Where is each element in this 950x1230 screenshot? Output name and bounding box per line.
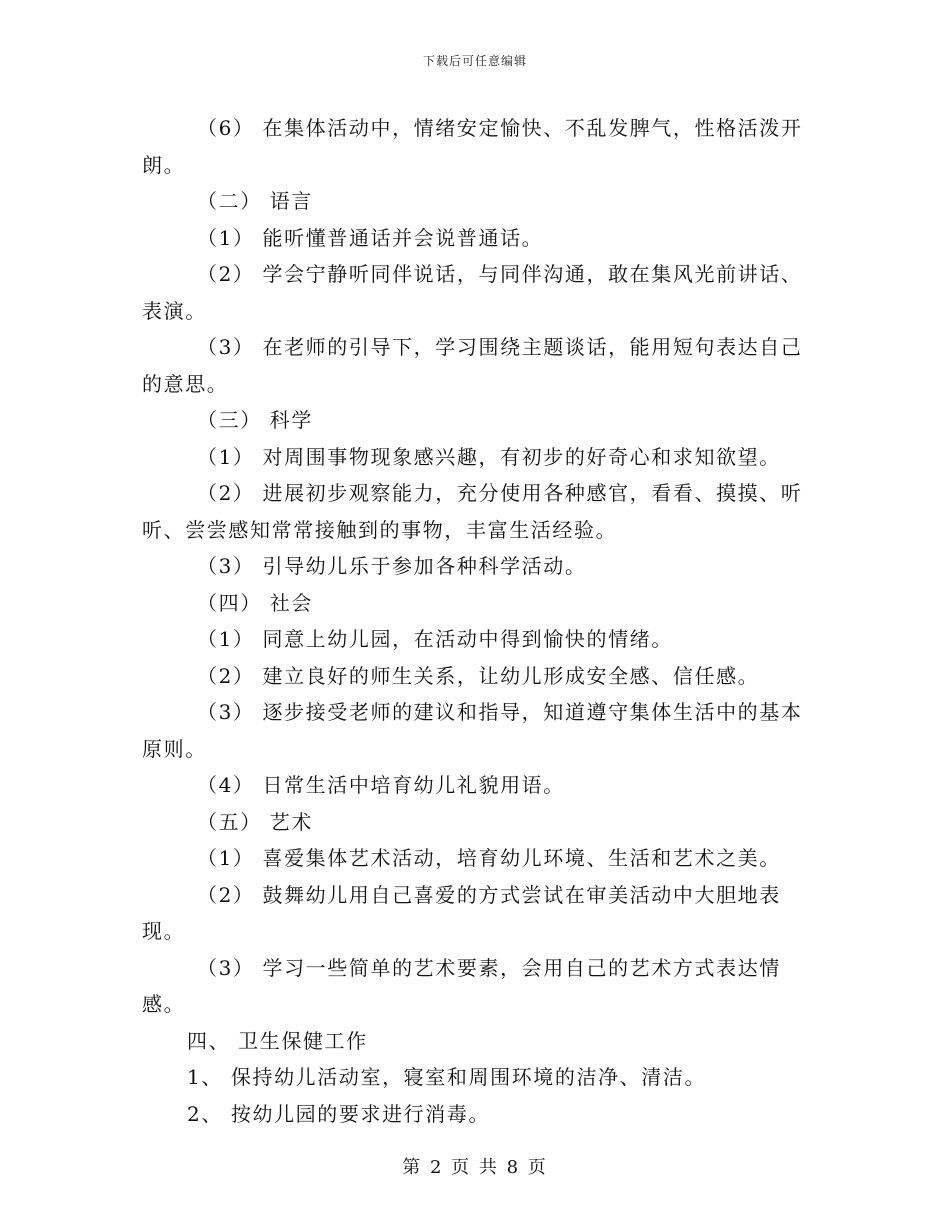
paragraph: （3） 学习一些简单的艺术要素，会用自己的艺术方式表达情感。 (142, 955, 781, 1016)
paragraph: （6） 在集体活动中，情绪安定愉快、不乱发脾气，性格活泼开朗。 (142, 116, 803, 177)
paragraph: （2） 进展初步观察能力，充分使用各种感官，看看、摸摸、听听、尝尝感知常常接触到的事物，丰富生活经验。 (142, 481, 803, 542)
paragraph: （4） 日常生活中培育幼儿礼貌用语。 (197, 773, 565, 797)
paragraph: （1） 喜爱集体艺术活动，培育幼儿环境、生活和艺术之美。 (197, 846, 781, 870)
page-header: 下载后可任意编辑 (422, 54, 527, 68)
paragraph: （3） 引导幼儿乐于参加各种科学活动。 (197, 554, 587, 578)
section-heading-society: （四） 社会 (197, 590, 313, 615)
paragraph: 1、 保持幼儿活动室，寝室和周围环境的洁净、清洁。 (187, 1065, 707, 1089)
paragraph: （1） 同意上幼儿园，在活动中得到愉快的情绪。 (197, 627, 673, 651)
page-footer: 第 2 页 共 8 页 (402, 1157, 548, 1178)
section-heading-art: （五） 艺术 (197, 809, 313, 834)
paragraph: 2、 按幼儿园的要求进行消毒。 (187, 1101, 491, 1126)
paragraph: （3） 在老师的引导下，学习围绕主题谈话，能用短句表达自己的意思。 (142, 335, 803, 396)
paragraph: （2） 学会宁静听同伴说话，与同伴沟通，敢在集风光前讲话、表演。 (142, 262, 803, 323)
paragraph: （3） 逐步接受老师的建议和指导，知道遵守集体生活中的基本原则。 (142, 700, 803, 761)
section-heading-science: （三） 科学 (197, 408, 313, 432)
paragraph: （2） 建立良好的师生关系，让幼儿形成安全感、信任感。 (197, 663, 760, 688)
paragraph: （1） 能听懂普通话并会说普通话。 (197, 225, 544, 250)
section-heading-language: （二） 语言 (197, 189, 313, 213)
paragraph: （2） 鼓舞幼儿用自己喜爱的方式尝试在审美活动中大胆地表现。 (142, 882, 781, 943)
section-heading-health: 四、 卫生保健工作 (187, 1028, 368, 1053)
paragraph: （1） 对周围事物现象感兴趣，有初步的好奇心和求知欲望。 (197, 444, 781, 469)
document-body (142, 110, 812, 1132)
